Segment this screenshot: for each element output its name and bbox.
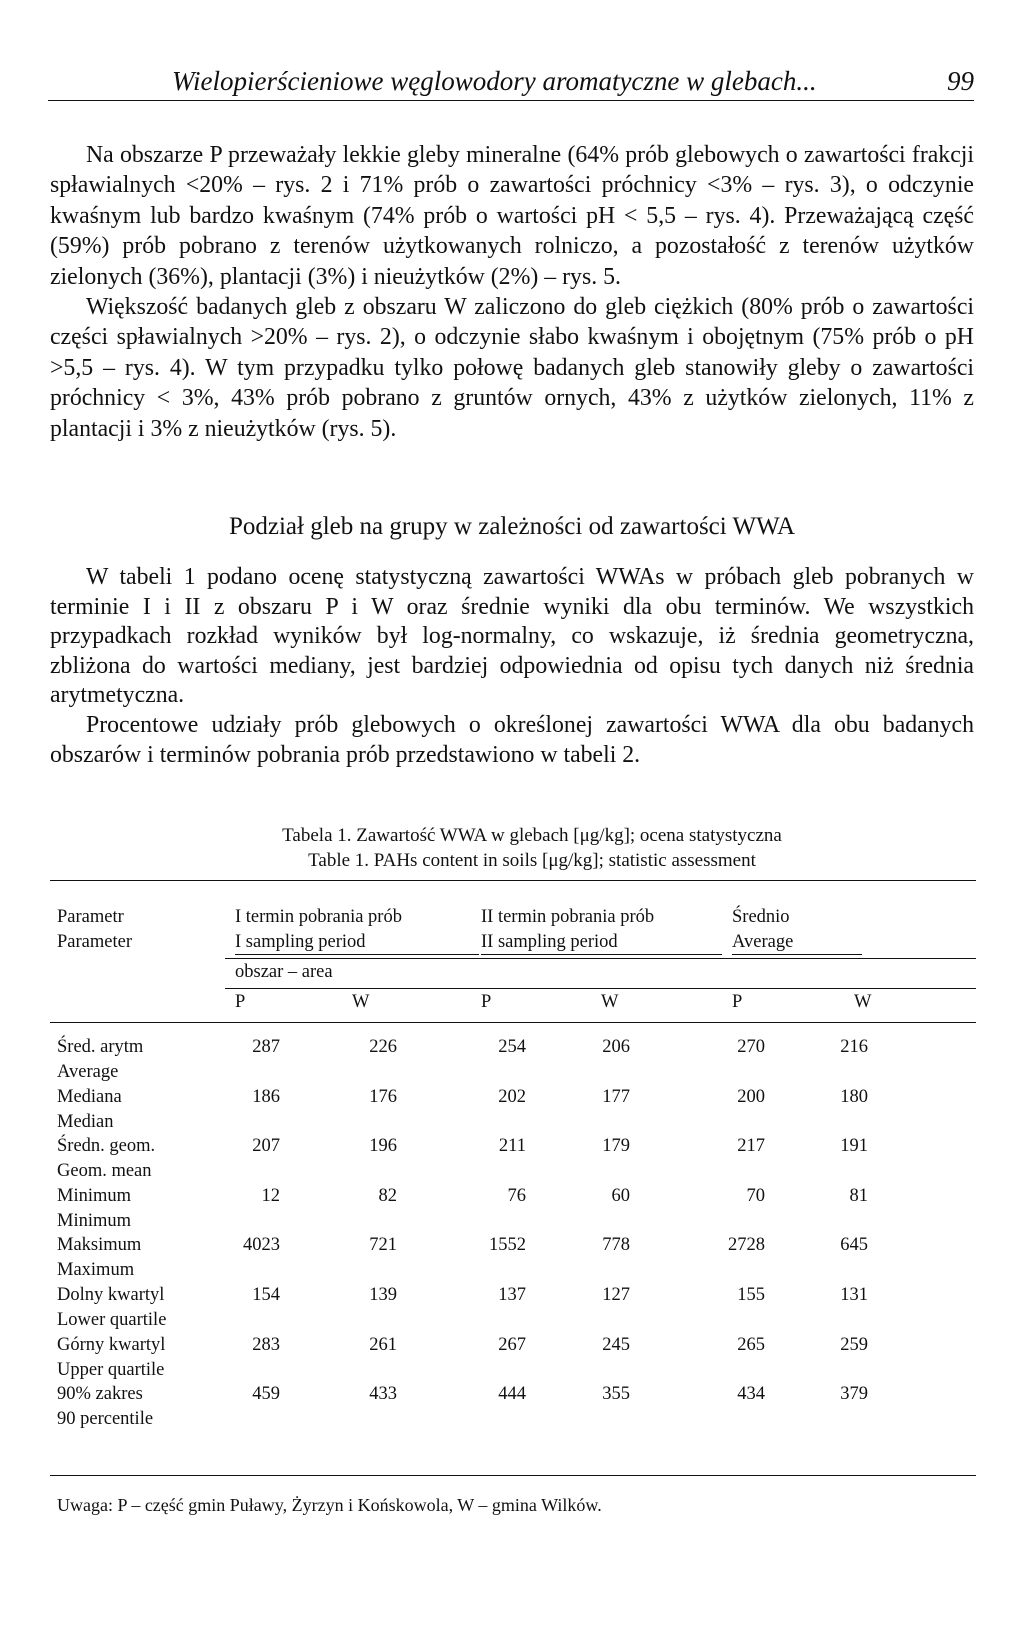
caption-pl: Tabela 1. Zawartość WWA w glebach [μg/kg]; ocena statystyczna — [282, 825, 782, 846]
table-cell: 261 — [369, 1335, 397, 1355]
table-cell: 180 — [840, 1087, 868, 1107]
table-cell: 60 — [611, 1186, 630, 1206]
table-cell: 270 — [737, 1037, 765, 1057]
table-cell: 254 — [498, 1037, 526, 1057]
running-header — [48, 66, 974, 101]
table-cell: 76 — [507, 1186, 526, 1206]
row-label-pl: Górny kwartyl — [57, 1335, 166, 1355]
table-cell: 177 — [602, 1087, 630, 1107]
body-text-1 — [50, 140, 974, 444]
table-cell: 217 — [737, 1136, 765, 1156]
table-cell: 179 — [602, 1136, 630, 1156]
group1-header-pl: I termin pobrania prób — [235, 907, 402, 927]
table-cell: 355 — [602, 1384, 630, 1404]
table-cell: 379 — [840, 1384, 868, 1404]
header-rule-3 — [50, 1022, 976, 1023]
area-label: obszar – area — [235, 962, 333, 982]
group2-header-en: II sampling period — [481, 930, 722, 955]
table-cell: 155 — [737, 1285, 765, 1305]
row-label-en: Lower quartile — [57, 1310, 167, 1330]
table-cell: 200 — [737, 1087, 765, 1107]
row-label-pl: Maksimum — [57, 1235, 142, 1255]
section-heading: Podział gleb na grupy w zależności od zawartości WWA — [228, 513, 795, 540]
table-cell: 81 — [849, 1186, 868, 1206]
table-cell: 70 — [746, 1186, 765, 1206]
row-label-en: Minimum — [57, 1211, 132, 1231]
table-cell: 1552 — [489, 1235, 526, 1255]
paragraph-area-w: Większość badanych gleb z obszaru W zaliczono do gleb ciężkich (80% prób o zawartości części spławialnych >20% – rys. 2), o odczynie słabo kwaśnym i obojętnym (75% prób o pH >5,5 – rys. 4). W tym przypadku tylko połowę badanych gleb stanowiły gleby o zawartości próchnicy < 3%, 43% prób pobrano z gruntów ornych, 43% z użytków zielonych, 11% z plantacji i 3% z nieużytków (rys. 5). — [50, 294, 974, 442]
row-label-en: 90 percentile — [57, 1409, 154, 1429]
subcolumn-header: P — [481, 992, 492, 1012]
table-cell: 211 — [498, 1136, 526, 1156]
table-caption — [0, 823, 1024, 873]
table-cell: 127 — [602, 1285, 630, 1305]
table-cell: 721 — [369, 1235, 397, 1255]
group3-header-pl: Średnio — [732, 907, 790, 927]
table-cell: 434 — [737, 1384, 765, 1404]
row-label-en: Upper quartile — [57, 1360, 165, 1380]
group1-header-en: I sampling period — [235, 930, 479, 955]
table-cell: 433 — [369, 1384, 397, 1404]
table-cell: 283 — [252, 1335, 280, 1355]
table-cell: 139 — [369, 1285, 397, 1305]
row-label-pl: Średn. geom. — [57, 1136, 156, 1156]
subcolumn-header: P — [235, 992, 246, 1012]
table-cell: 176 — [369, 1087, 397, 1107]
table-cell: 12 — [261, 1186, 280, 1206]
table-cell: 137 — [498, 1285, 526, 1305]
row-label-pl: Minimum — [57, 1186, 132, 1206]
table-cell: 131 — [840, 1285, 868, 1305]
row-label-en: Average — [57, 1062, 119, 1082]
header-rule-1 — [225, 958, 976, 959]
table-cell: 267 — [498, 1335, 526, 1355]
table-cell: 2728 — [728, 1235, 765, 1255]
row-label-pl: Mediana — [57, 1087, 122, 1107]
table-cell: 216 — [840, 1037, 868, 1057]
body-text-2 — [50, 563, 974, 770]
table-cell: 459 — [252, 1384, 280, 1404]
param-header-pl: Parametr — [57, 907, 124, 927]
table-cell: 202 — [498, 1087, 526, 1107]
table-cell: 259 — [840, 1335, 868, 1355]
table-note: Uwaga: P – część gmin Puławy, Żyrzyn i Końskowola, W – gmina Wilków. — [57, 1495, 602, 1515]
table-cell: 207 — [252, 1136, 280, 1156]
table-cell: 444 — [498, 1384, 526, 1404]
table-cell: 778 — [602, 1235, 630, 1255]
row-label-en: Geom. mean — [57, 1161, 152, 1181]
row-label-en: Median — [57, 1112, 114, 1132]
subcolumn-header: W — [854, 992, 872, 1012]
table-cell: 245 — [602, 1335, 630, 1355]
table-cell: 206 — [602, 1037, 630, 1057]
paragraph-area-p: Na obszarze P przeważały lekkie gleby mineralne (64% prób glebowych o zawartości frakcji spławialnych <20% – rys. 2 i 71% prób o zawartości próchnicy <3% – rys. 3), o odczynie kwaśnym lub bardzo kwaśnym (74% prób o wartości pH < 5,5 – rys. 4). Przeważającą część (59%) prób pobrano z terenów użytkowanych rolniczo, a pozostałość z terenów użytków zielonych (36%), plantacji (3%) i nieużytków (2%) – rys. 5. — [50, 142, 974, 290]
subcolumn-header: P — [732, 992, 743, 1012]
table-cell: 645 — [840, 1235, 868, 1255]
table-cell: 265 — [737, 1335, 765, 1355]
table-bottom-rule — [50, 1475, 976, 1476]
row-label-pl: Śred. arytm — [57, 1037, 144, 1057]
paragraph-table-intro: W tabeli 1 podano ocenę statystyczną zawartości WWAs w próbach gleb pobranych w terminie I i II z obszaru P i W oraz średnie wyniki dla obu terminów. We wszystkich przypadkach rozkład wyników był log-normalny, co wskazuje, iż średnia geometryczna, zbliżona do wartości mediany, jest bardziej odpowiednia od opisu tych danych niż średnia arytmetyczna. — [50, 564, 974, 709]
param-header-en: Parameter — [57, 932, 132, 952]
row-label-pl: Dolny kwartyl — [57, 1285, 165, 1305]
table-cell: 191 — [840, 1136, 868, 1156]
group2-header-pl: II termin pobrania prób — [481, 907, 655, 927]
row-label-pl: 90% zakres — [57, 1384, 143, 1404]
group3-header-en: Average — [732, 930, 862, 955]
subcolumn-header: W — [601, 992, 619, 1012]
page-number: 99 — [947, 66, 974, 96]
table-cell: 154 — [252, 1285, 280, 1305]
header-rule-2 — [225, 988, 976, 989]
table-cell: 186 — [252, 1087, 280, 1107]
table-cell: 196 — [369, 1136, 397, 1156]
table-cell: 287 — [252, 1037, 280, 1057]
row-label-en: Maximum — [57, 1260, 135, 1280]
caption-en: Table 1. PAHs content in soils [μg/kg]; statistic assessment — [308, 850, 756, 871]
table-cell: 226 — [369, 1037, 397, 1057]
table-cell: 82 — [378, 1186, 397, 1206]
table-top-rule — [50, 880, 976, 881]
table-cell: 4023 — [243, 1235, 280, 1255]
subcolumn-header: W — [352, 992, 370, 1012]
paragraph-percent: Procentowe udziały prób glebowych o określonej zawartości WWA dla obu badanych obszarów i terminów pobrania prób przedstawiono w tabeli 2. — [50, 711, 974, 768]
running-title: Wielopierścieniowe węglowodory aromatyczne w glebach... — [172, 66, 817, 96]
